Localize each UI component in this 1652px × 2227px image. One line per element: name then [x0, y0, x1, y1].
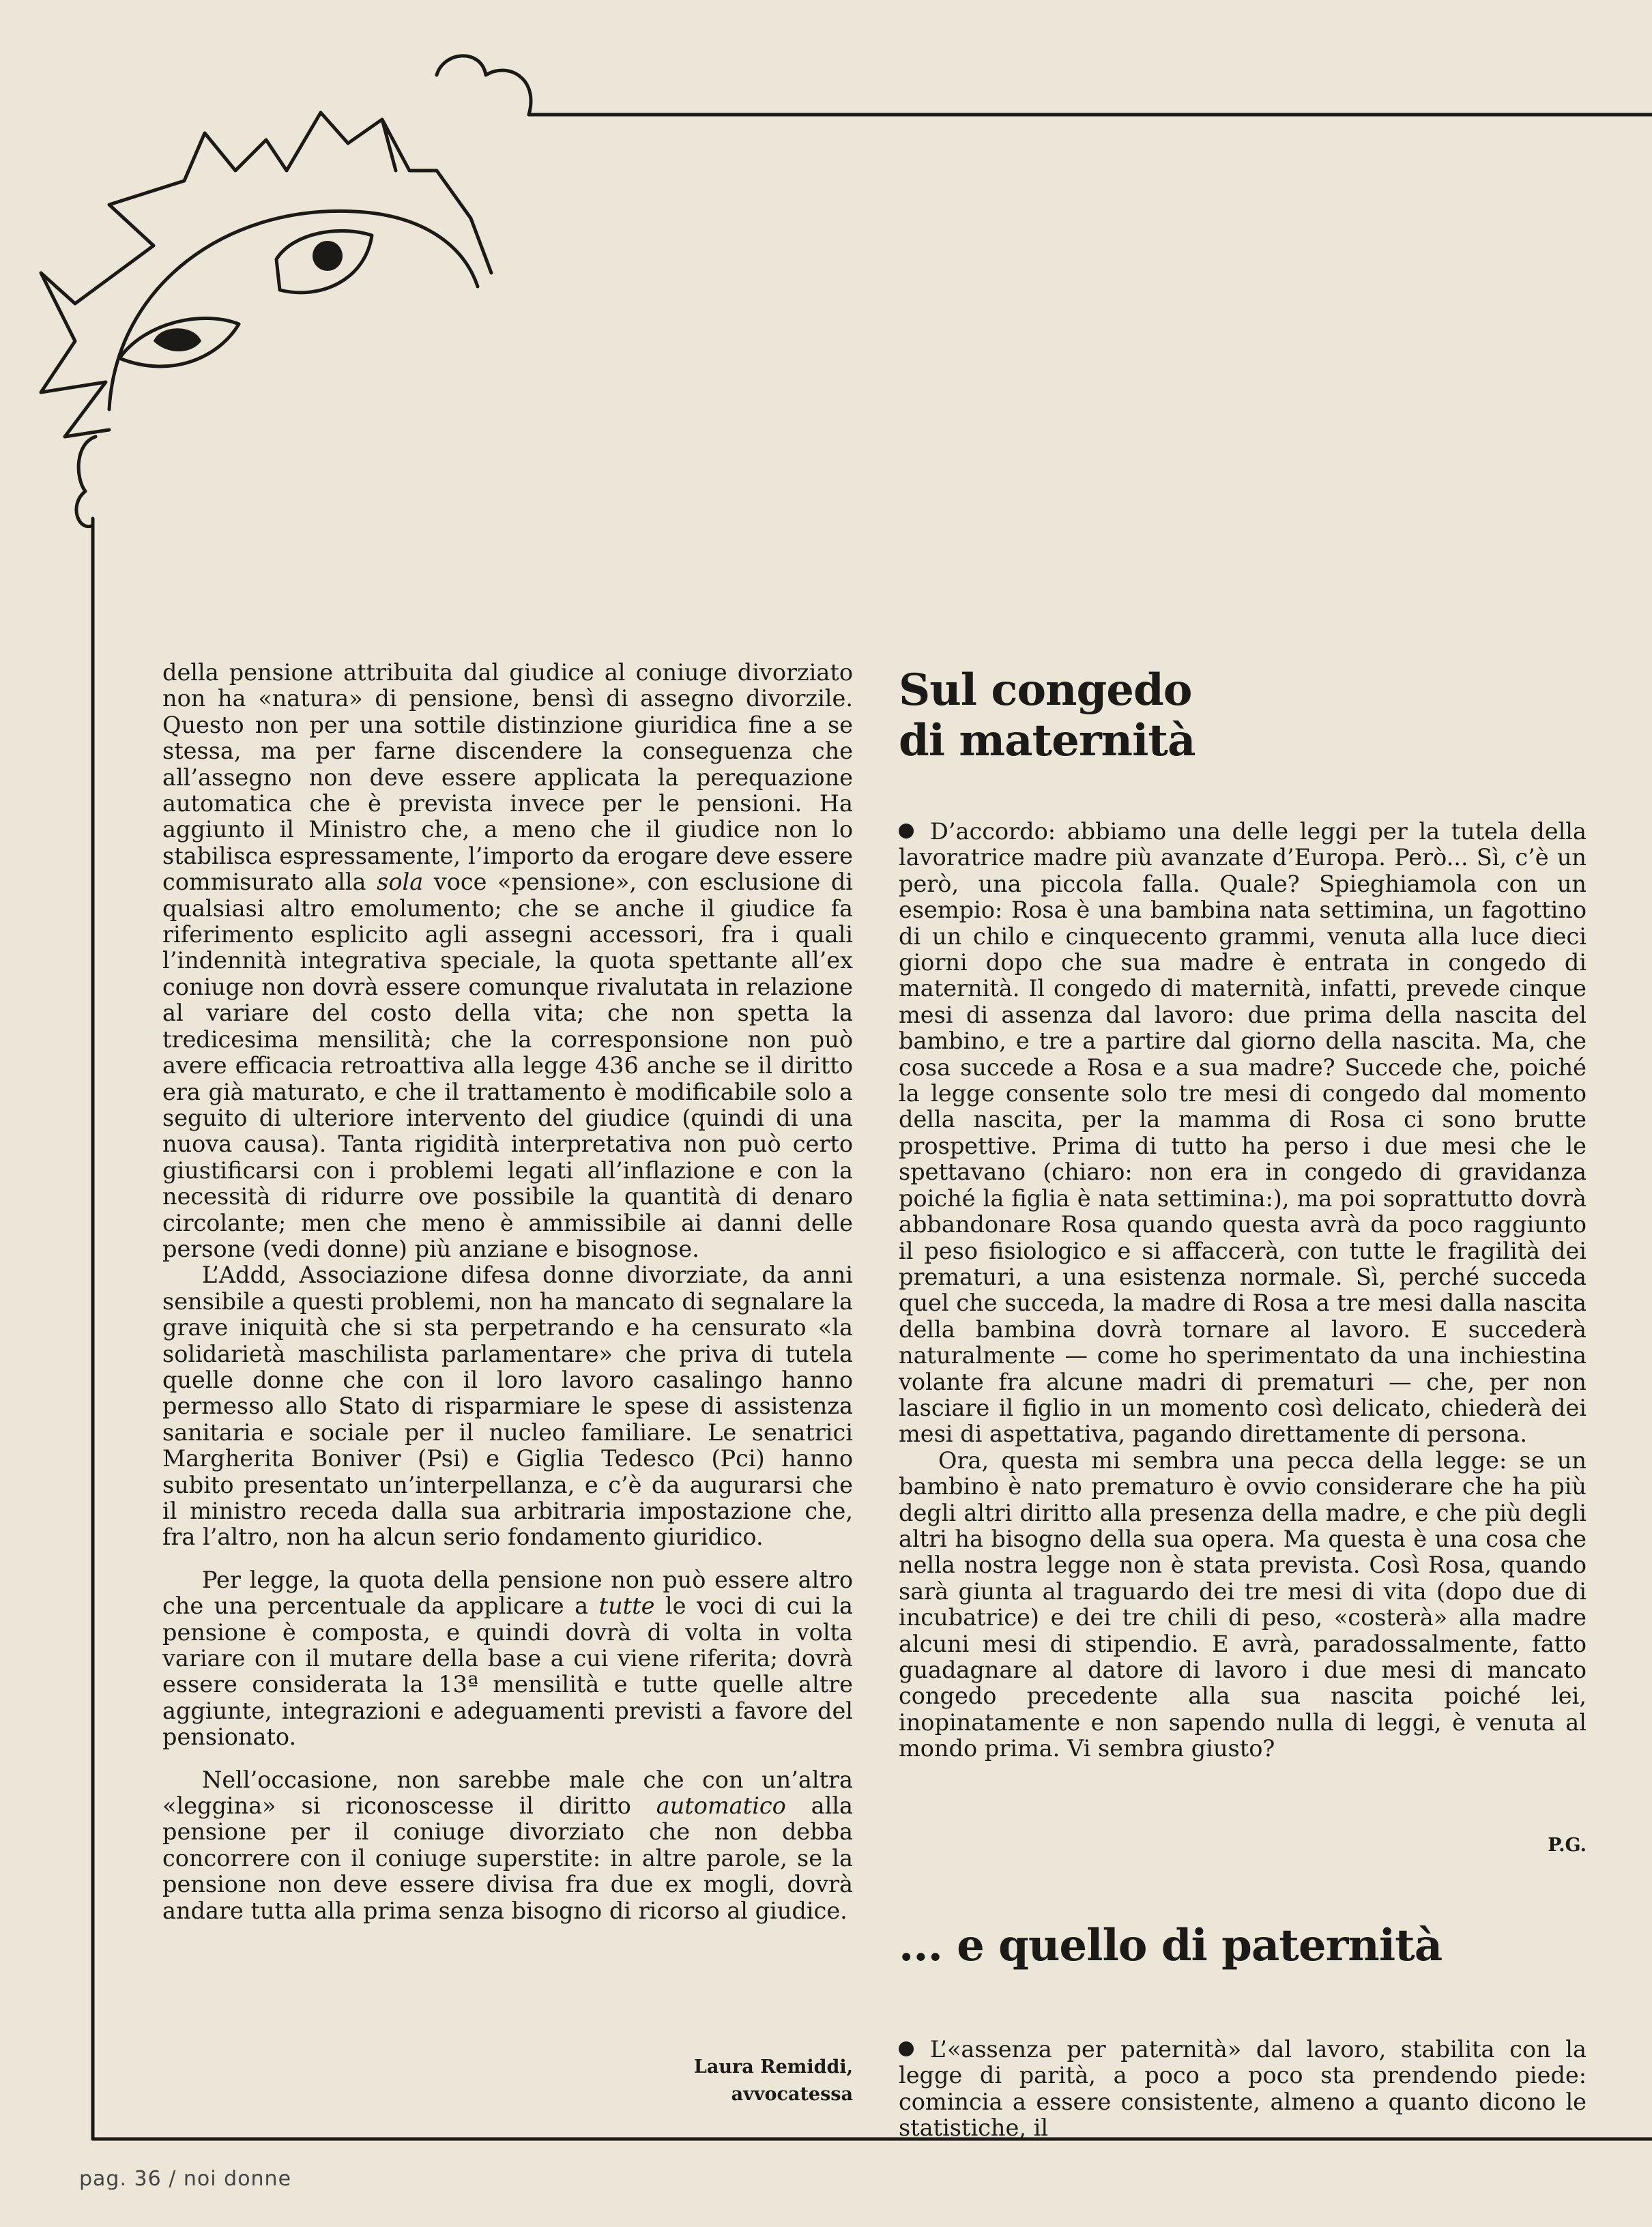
left-paragraph-1: della pensione attribuita dal giudice al coniuge divorziato non ha «natura» di pensione, bensì di assegno divorzile. Questo non per una sottile distinzione giuridica fine a se stessa, ma per farne discendere la conseguenza che all’assegno non deve essere applicata la perequazione automatica che è prevista invece per le pensioni. Ha aggiunto il Ministro che, a meno che il giudice non lo stabilisca espressamente, l’importo da erogare deve essere commisurato alla sola voce «pensione», con esclusione di qualsiasi altro emolumento; che se anche il giudice fa riferimento esplicito agli assegni accessori, fra i quali l’indennità integrativa speciale, la quota spettante all’ex coniuge non dovrà essere comunque rivalutata in relazione al variare del costo della vita; che non spetta la tredicesima mensilità; che la corresponsione non può avere efficacia retroattiva alla legge 436 anche se il diritto era già maturato, e che il trattamento è modificabile solo a seguito di ulteriore intervento del giudice (quindi di una nuova causa). Tanta rigidità interpretativa non può certo giustificarsi con i problemi legati all’inflazione e con la necessità di ridurre ove possibile la quantità di denaro circolante; men che meno è ammissibile ai danni delle persone (vedi donne) più anziane e bisognose. [162, 659, 853, 1262]
maternita-paragraph-2: Ora, questa mi sembra una pecca della legge: se un bambino è nato prematuro è ovvio considerare che ha più degli altri diritto alla presenza della madre, e che più degli altri ha bisogno della sua opera. Ma questa è una cosa che nella nostra legge non è stata prevista. Così Rosa, quando sarà giunta al traguardo dei tre mesi di vita (dopo due di incubatrice) e dei tre chili di peso, «costerà» alla madre alcuni mesi di stipendio. E avrà, paradossalmente, fatto guadagnare al datore di lavoro i due mesi di mancato congedo precedente alla sua nascita poiché lei, inopinatamente e non sapendo nulla di leggi, è venuta al mondo prima. Vi sembra giusto? [899, 1446, 1586, 1762]
sun-rays [41, 113, 491, 437]
author-name: Laura Remiddi, [693, 2056, 853, 2078]
left-paragraph-2: L’Addd, Associazione difesa donne divorziate, da anni sensibile a questi problemi, non ha mancato di segnalare la grave iniquità che si sta perpetrando e ha censurato «la solidarietà maschilista parlamentare» che priva di tutela quelle donne che con il loro lavoro casalingo hanno permesso allo Stato di risparmiare le spese di assistenza sanitaria e sociale per il nucleo familiare. Le senatrici Margherita Boniver (Psi) e Giglia Tedesco (Pci) hanno subito presentato un’interpellanza, e c’è da augurarsi che il ministro receda dalla sua arbitraria impostazione che, fra l’altro, non ha alcun serio fondamento giuridico. [162, 1262, 853, 1551]
left-pupil [154, 328, 201, 351]
page-footer [79, 2167, 291, 2191]
maternita-article-column [899, 819, 1586, 1762]
page-number: pag. 36 / [79, 2167, 177, 2191]
bullet-icon [899, 2041, 914, 2056]
bullet-icon [899, 824, 914, 839]
magazine-name: noi donne [183, 2167, 292, 2191]
author-role: avvocatessa [731, 2084, 853, 2105]
maternita-headline: Sul congedo di maternità [899, 665, 1195, 766]
left-article-signature [162, 2054, 853, 2108]
left-article-column [162, 660, 853, 1924]
left-paragraph-4: Nell’occasione, non sarebbe male che con un’altra «leggina» si riconoscesse il diritto automatico alla pensione per il coniuge divorziato che non debba concorrere con il coniuge superstite: in altre parole, se la pensione non deve essere divisa fra due ex mogli, dovrà andare tutta alla prima senza bisogno di ricorso al giudice. [162, 1766, 854, 1924]
sun-outline [109, 211, 478, 409]
left-paragraph-3: Per legge, la quota della pensione non può essere altro che una percentuale da applicare a tutte le voci di cui la pensione è composta, e quindi dovrà di volta in volta variare con il mutare della base a cui viene riferita; dovrà essere considerata la 13ª mensilità e tutte quelle altre aggiunte, integrazioni e adeguamenti previsti a favore del pensionato. [162, 1566, 853, 1751]
maternita-signature: P.G. [1548, 1835, 1586, 1856]
right-pupil [313, 241, 343, 271]
maternita-paragraph-1: D’accordo: abbiamo una delle leggi per la tutela della lavoratrice madre più avanzate d’Europa. Però... Sì, c’è un però, una piccola falla. Quale? Spieghiamola con un esempio: Rosa è una bambina nata settimina, un fagottino di un chilo e cinquecento grammi, venuta alla luce dieci giorni dopo che sua madre è entrata in congedo di maternità. Il congedo di maternità, infatti, prevede cinque mesi di assenza dal lavoro: due prima della nascita del bambino, e tre a partire dal giorno della nascita. Ma, che cosa succede a Rosa e a sua madre? Succede che, poiché la legge consente solo tre mesi di congedo dal momento della nascita, per la mamma di Rosa ci sono brutte prospettive. Prima di tutto ha perso i due mesi che le spettavano (chiaro: non era in congedo di gravidanza poiché la figlia è nata settimina:), ma poi soprattutto dovrà abbandonare Rosa quando questa avrà da poco raggiunto il peso fisiologico e si affaccerà, con tutte le fragilità dei prematuri, a una esistenza normale. Sì, perché succeda quel che succeda, la madre di Rosa a tre mesi dalla nascita della bambina dovrà tornare al lavoro. E succederà naturalmente — come ho sperimentato da una inchiestina volante fra alcune madri di prematuri — che, per non lasciare il figlio in un momento così delicato, chiederà dei mesi di aspettativa, pagando direttamente di persona. [899, 818, 1586, 1448]
paternita-article-column [899, 2037, 1586, 2142]
paternita-paragraph-1: L’«assenza per paternità» dal lavoro, stabilita con la legge di parità, a poco a poco sta prendendo piede: comincia a essere consistente, almeno a quanto dicono le statistiche, il [899, 2036, 1586, 2142]
paternita-headline: ... e quello di paternità [899, 1920, 1443, 1971]
